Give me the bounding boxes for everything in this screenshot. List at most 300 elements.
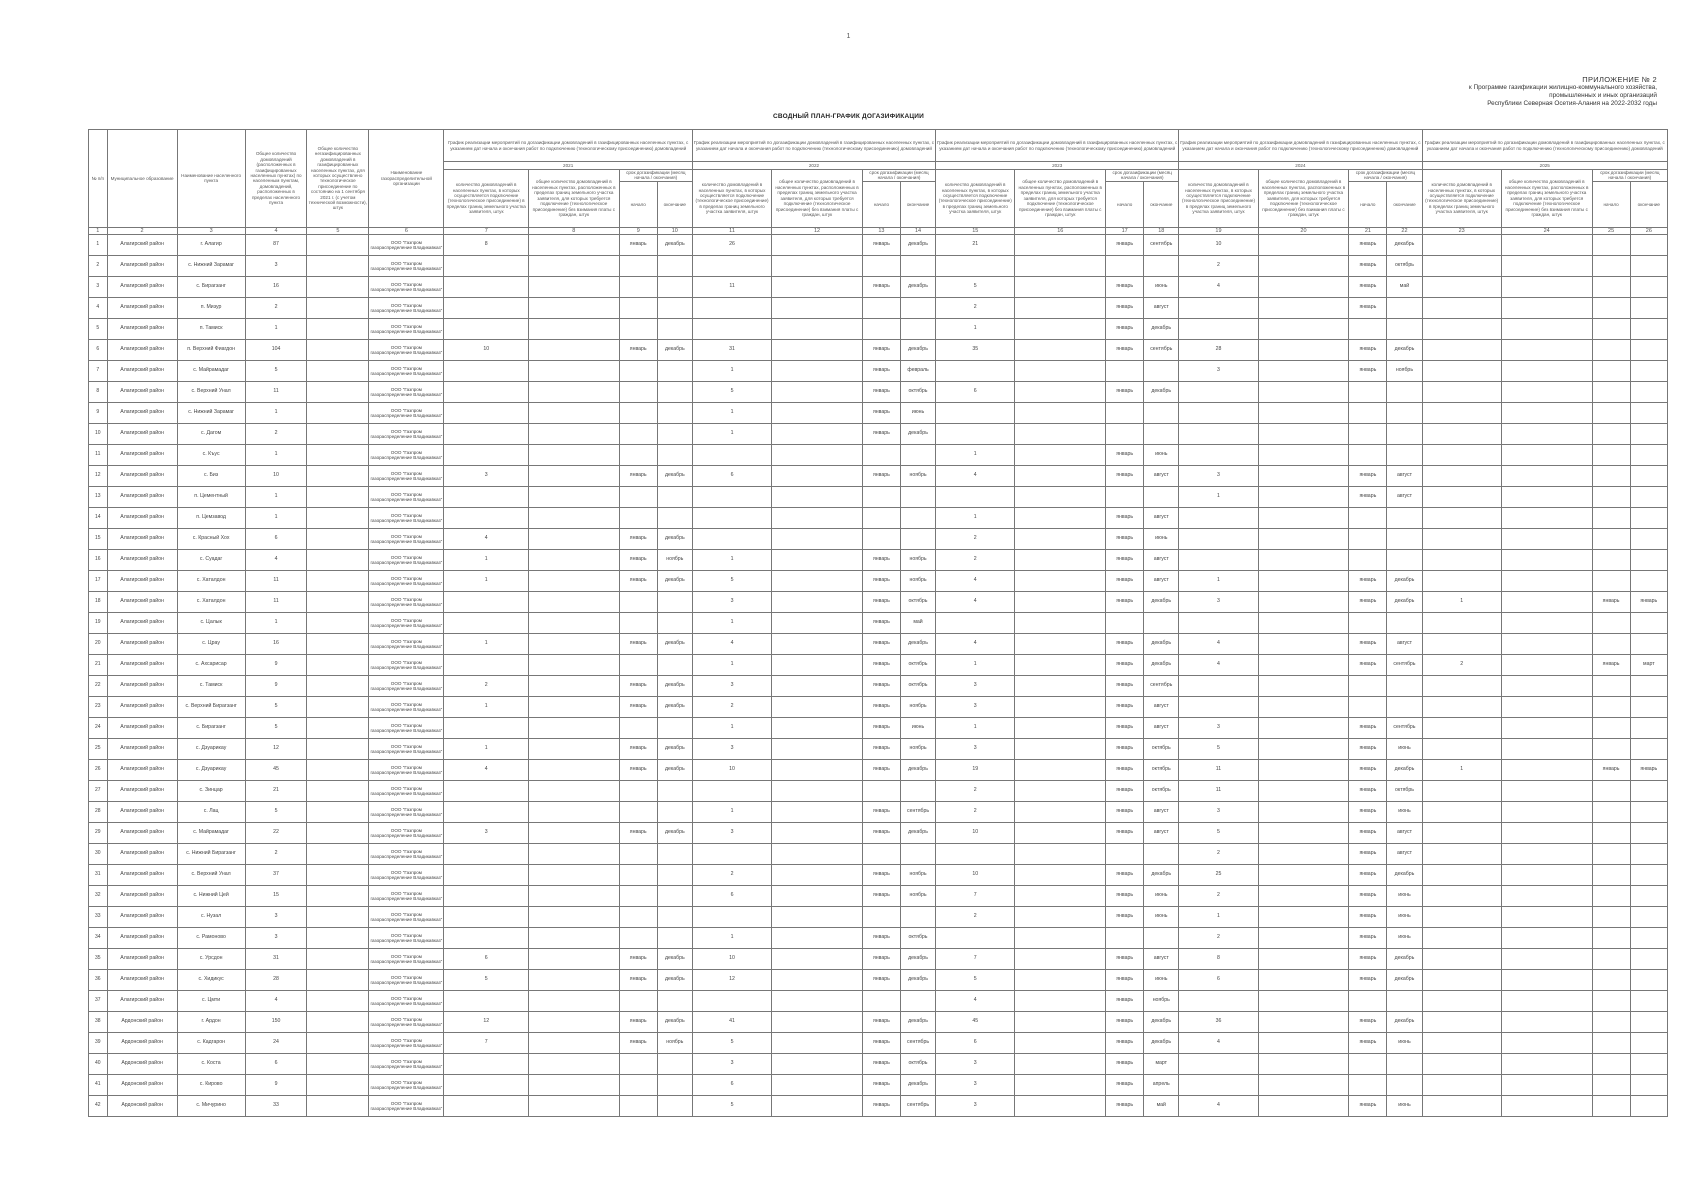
schedule-cell: 2 — [936, 297, 1015, 318]
schedule-cell: август — [1144, 948, 1179, 969]
schedule-cell — [1422, 276, 1501, 297]
schedule-cell: 31 — [692, 339, 771, 360]
municipality-cell: Алагирский район — [107, 948, 177, 969]
schedule-cell: январь — [1592, 759, 1630, 780]
municipality-cell: Алагирский район — [107, 465, 177, 486]
schedule-cell — [1592, 486, 1630, 507]
schedule-cell: 4 — [936, 465, 1015, 486]
schedule-cell: декабрь — [1144, 654, 1179, 675]
schedule-cell: 6 — [936, 381, 1015, 402]
schedule-cell — [1501, 696, 1592, 717]
schedule-cell: 2 — [692, 864, 771, 885]
schedule-cell — [772, 822, 863, 843]
schedule-cell: сентябрь — [1144, 234, 1179, 255]
total-count-cell: 9 — [245, 654, 307, 675]
schedule-cell — [1106, 402, 1144, 423]
municipality-cell: Алагирский район — [107, 906, 177, 927]
schedule-cell: декабрь — [1144, 591, 1179, 612]
schedule-cell — [1015, 591, 1106, 612]
schedule-cell — [772, 990, 863, 1011]
schedule-cell: август — [1144, 507, 1179, 528]
schedule-cell: 1 — [1179, 570, 1258, 591]
org-cell: ООО "Газпром газораспределение Владикавказ" — [369, 339, 444, 360]
notgas-cell — [307, 864, 369, 885]
schedule-cell: январь — [1106, 759, 1144, 780]
org-cell: ООО "Газпром газораспределение Владикавказ" — [369, 906, 444, 927]
org-cell: ООО "Газпром газораспределение Владикавказ" — [369, 1053, 444, 1074]
schedule-cell — [862, 297, 900, 318]
schedule-cell — [1630, 465, 1667, 486]
row-number: 30 — [89, 843, 108, 864]
schedule-cell — [1422, 507, 1501, 528]
schedule-cell: декабрь — [657, 465, 692, 486]
schedule-cell — [1015, 906, 1106, 927]
row-number: 28 — [89, 801, 108, 822]
schedule-cell — [1144, 402, 1179, 423]
schedule-cell: 21 — [936, 234, 1015, 255]
schedule-cell — [1015, 738, 1106, 759]
schedule-cell — [862, 990, 900, 1011]
schedule-cell — [528, 423, 619, 444]
schedule-cell — [1258, 1053, 1349, 1074]
schedule-cell — [444, 276, 529, 297]
settlement-cell: с. Коста — [177, 1053, 245, 1074]
schedule-cell: январь — [619, 234, 657, 255]
schedule-cell: октябрь — [901, 591, 936, 612]
schedule-cell: декабрь — [1144, 864, 1179, 885]
schedule-cell — [1387, 528, 1422, 549]
schedule-cell — [1422, 927, 1501, 948]
schedule-cell: 3 — [692, 591, 771, 612]
schedule-cell — [1015, 549, 1106, 570]
schedule-cell — [444, 297, 529, 318]
schedule-cell — [444, 381, 529, 402]
header-start: начало — [1349, 181, 1387, 227]
schedule-cell: декабрь — [657, 675, 692, 696]
org-cell: ООО "Газпром газораспределение Владикавказ" — [369, 360, 444, 381]
settlement-cell: с. Биз — [177, 465, 245, 486]
header-start: начало — [1592, 181, 1630, 227]
schedule-cell — [1422, 1074, 1501, 1095]
schedule-cell: ноябрь — [901, 738, 936, 759]
schedule-cell — [528, 465, 619, 486]
schedule-cell — [1501, 528, 1592, 549]
column-number: 2 — [107, 227, 177, 234]
total-count-cell: 1 — [245, 612, 307, 633]
schedule-cell — [444, 612, 529, 633]
org-cell: ООО "Газпром газораспределение Владикавказ" — [369, 822, 444, 843]
schedule-cell: август — [1387, 486, 1422, 507]
schedule-cell — [657, 591, 692, 612]
schedule-cell: январь — [1349, 948, 1387, 969]
schedule-cell — [528, 507, 619, 528]
schedule-cell: январь — [1592, 591, 1630, 612]
total-count-cell: 31 — [245, 948, 307, 969]
municipality-cell: Алагирский район — [107, 612, 177, 633]
header-org: Наименование газораспределительной организации — [369, 130, 444, 228]
schedule-cell: декабрь — [657, 528, 692, 549]
schedule-cell — [1106, 612, 1144, 633]
settlement-cell: п. Верхний Фиагдон — [177, 339, 245, 360]
schedule-cell — [1258, 612, 1349, 633]
schedule-cell: 1 — [936, 444, 1015, 465]
schedule-cell: 1 — [936, 717, 1015, 738]
schedule-cell — [1144, 486, 1179, 507]
schedule-cell — [1258, 276, 1349, 297]
row-number: 19 — [89, 612, 108, 633]
org-cell: ООО "Газпром газораспределение Владикавказ" — [369, 885, 444, 906]
schedule-cell — [1592, 549, 1630, 570]
schedule-cell — [772, 360, 863, 381]
total-count-cell: 3 — [245, 906, 307, 927]
schedule-cell — [862, 528, 900, 549]
row-number: 10 — [89, 423, 108, 444]
notgas-cell — [307, 1074, 369, 1095]
schedule-cell — [657, 255, 692, 276]
schedule-cell: январь — [862, 1095, 900, 1116]
schedule-cell: сентябрь — [1387, 717, 1422, 738]
total-count-cell: 3 — [245, 255, 307, 276]
schedule-cell: 1 — [1179, 906, 1258, 927]
schedule-cell — [1387, 990, 1422, 1011]
schedule-cell — [1258, 717, 1349, 738]
municipality-cell: Алагирский район — [107, 570, 177, 591]
schedule-cell — [772, 339, 863, 360]
schedule-cell — [528, 612, 619, 633]
schedule-cell: август — [1144, 549, 1179, 570]
schedule-cell — [1258, 990, 1349, 1011]
schedule-cell — [1015, 528, 1106, 549]
schedule-cell — [1422, 1053, 1501, 1074]
schedule-cell — [772, 255, 863, 276]
municipality-cell: Алагирский район — [107, 780, 177, 801]
table-row — [89, 927, 1668, 948]
schedule-cell — [1592, 423, 1630, 444]
schedule-cell — [1501, 759, 1592, 780]
schedule-cell: август — [1144, 465, 1179, 486]
schedule-cell: январь — [862, 1074, 900, 1095]
total-count-cell: 11 — [245, 591, 307, 612]
table-row — [89, 276, 1668, 297]
annex-line: Республики Северная Осетия-Алания на 2022-2032 годы — [1487, 100, 1657, 107]
schedule-cell — [1015, 717, 1106, 738]
column-number: 9 — [619, 227, 657, 234]
table-row — [89, 402, 1668, 423]
schedule-cell: август — [1144, 717, 1179, 738]
notgas-cell — [307, 318, 369, 339]
schedule-cell: 5 — [1179, 738, 1258, 759]
schedule-cell: май — [1144, 1095, 1179, 1116]
header-end: окончание — [657, 181, 692, 227]
schedule-cell: июнь — [1144, 444, 1179, 465]
schedule-cell — [862, 780, 900, 801]
schedule-cell — [1179, 423, 1258, 444]
schedule-cell — [1630, 1053, 1667, 1074]
settlement-cell: с. Цмти — [177, 990, 245, 1011]
schedule-cell — [692, 507, 771, 528]
schedule-cell: январь — [1349, 843, 1387, 864]
schedule-cell — [1387, 507, 1422, 528]
schedule-cell — [1592, 507, 1630, 528]
schedule-cell: январь — [862, 360, 900, 381]
schedule-cell — [1630, 444, 1667, 465]
schedule-cell: 1 — [692, 549, 771, 570]
schedule-cell — [1258, 318, 1349, 339]
total-count-cell: 5 — [245, 696, 307, 717]
settlement-cell: с. Цалык — [177, 612, 245, 633]
schedule-cell — [1179, 318, 1258, 339]
org-cell: ООО "Газпром газораспределение Владикавказ" — [369, 696, 444, 717]
schedule-cell — [1144, 927, 1179, 948]
schedule-cell — [657, 318, 692, 339]
schedule-cell: ноябрь — [901, 549, 936, 570]
schedule-cell: 6 — [444, 948, 529, 969]
schedule-cell — [1106, 423, 1144, 444]
settlement-cell: с. Бирагзанг — [177, 717, 245, 738]
org-cell: ООО "Газпром газораспределение Владикавказ" — [369, 843, 444, 864]
schedule-cell: 8 — [444, 234, 529, 255]
schedule-cell: октябрь — [901, 381, 936, 402]
schedule-cell: декабрь — [657, 339, 692, 360]
schedule-cell — [657, 276, 692, 297]
schedule-cell — [1592, 822, 1630, 843]
schedule-cell — [1630, 297, 1667, 318]
schedule-cell — [619, 927, 657, 948]
schedule-cell: январь — [1349, 759, 1387, 780]
schedule-cell: 7 — [936, 948, 1015, 969]
schedule-cell — [619, 297, 657, 318]
row-number: 20 — [89, 633, 108, 654]
schedule-cell: январь — [1106, 1053, 1144, 1074]
schedule-cell — [1630, 234, 1667, 255]
notgas-cell — [307, 339, 369, 360]
schedule-cell — [619, 486, 657, 507]
total-count-cell: 87 — [245, 234, 307, 255]
schedule-cell: 4 — [936, 591, 1015, 612]
schedule-cell — [657, 1095, 692, 1116]
schedule-cell: 2 — [1422, 654, 1501, 675]
table-row — [89, 570, 1668, 591]
schedule-cell: 4 — [936, 570, 1015, 591]
schedule-cell — [657, 843, 692, 864]
schedule-cell: январь — [862, 612, 900, 633]
schedule-cell: январь — [1349, 1095, 1387, 1116]
schedule-cell: январь — [862, 591, 900, 612]
schedule-cell — [1179, 444, 1258, 465]
schedule-cell — [444, 591, 529, 612]
total-count-cell: 16 — [245, 633, 307, 654]
column-number: 13 — [862, 227, 900, 234]
header-sub-period: срок догазификации (месяц начала / окончания) — [862, 170, 935, 182]
annex-block — [1397, 76, 1657, 108]
schedule-cell — [1501, 1095, 1592, 1116]
schedule-cell: июнь — [1387, 906, 1422, 927]
settlement-cell: с. Мичурино — [177, 1095, 245, 1116]
schedule-cell — [901, 780, 936, 801]
schedule-cell: январь — [619, 969, 657, 990]
total-count-cell: 1 — [245, 402, 307, 423]
schedule-cell: декабрь — [1387, 591, 1422, 612]
schedule-cell — [1501, 591, 1592, 612]
table-row — [89, 990, 1668, 1011]
schedule-cell: 1 — [444, 570, 529, 591]
schedule-cell — [1592, 444, 1630, 465]
schedule-cell — [619, 360, 657, 381]
schedule-cell — [1501, 864, 1592, 885]
schedule-cell — [1258, 234, 1349, 255]
column-number: 21 — [1349, 227, 1387, 234]
schedule-cell — [862, 843, 900, 864]
schedule-cell — [1015, 402, 1106, 423]
schedule-cell — [1422, 948, 1501, 969]
schedule-cell — [1592, 1074, 1630, 1095]
municipality-cell: Алагирский район — [107, 801, 177, 822]
schedule-cell — [1422, 1095, 1501, 1116]
column-number: 15 — [936, 227, 1015, 234]
page-number: 1 — [846, 33, 851, 40]
schedule-cell — [1630, 843, 1667, 864]
schedule-cell: август — [1144, 570, 1179, 591]
schedule-cell — [772, 969, 863, 990]
schedule-cell — [1501, 297, 1592, 318]
schedule-cell — [1630, 633, 1667, 654]
total-count-cell: 5 — [245, 360, 307, 381]
schedule-cell — [901, 507, 936, 528]
schedule-cell: январь — [1106, 549, 1144, 570]
schedule-cell — [1501, 318, 1592, 339]
org-cell: ООО "Газпром газораспределение Владикавказ" — [369, 276, 444, 297]
schedule-cell — [657, 423, 692, 444]
schedule-cell — [1349, 402, 1387, 423]
settlement-cell: с. Нижний Зарамаг — [177, 402, 245, 423]
schedule-cell: 5 — [692, 1032, 771, 1053]
column-number: 12 — [772, 227, 863, 234]
header-period-2023: График реализации мероприятий по догазификации домовладений в газифицированных населенных пунктах, с указанием дат начала и окончания работ по подключению (технологическому присоединению) домовладений — [936, 130, 1179, 162]
row-number: 12 — [89, 465, 108, 486]
total-count-cell: 16 — [245, 276, 307, 297]
org-cell: ООО "Газпром газораспределение Владикавказ" — [369, 1095, 444, 1116]
schedule-cell — [528, 297, 619, 318]
schedule-cell: 1 — [692, 801, 771, 822]
schedule-cell — [619, 276, 657, 297]
schedule-cell: 3 — [936, 1095, 1015, 1116]
schedule-cell: январь — [619, 339, 657, 360]
schedule-cell: октябрь — [1387, 255, 1422, 276]
schedule-cell — [1106, 255, 1144, 276]
org-cell: ООО "Газпром газораспределение Владикавказ" — [369, 1032, 444, 1053]
schedule-cell — [1501, 465, 1592, 486]
schedule-cell — [1422, 465, 1501, 486]
row-number: 7 — [89, 360, 108, 381]
schedule-cell: ноябрь — [901, 465, 936, 486]
schedule-cell — [772, 612, 863, 633]
org-cell: ООО "Газпром газораспределение Владикавказ" — [369, 864, 444, 885]
column-number: 26 — [1630, 227, 1667, 234]
schedule-cell: 10 — [936, 864, 1015, 885]
schedule-cell — [1349, 423, 1387, 444]
schedule-cell — [1592, 570, 1630, 591]
table-row — [89, 1011, 1668, 1032]
municipality-cell: Алагирский район — [107, 402, 177, 423]
schedule-cell — [1630, 801, 1667, 822]
schedule-cell: декабрь — [1387, 339, 1422, 360]
schedule-cell — [772, 906, 863, 927]
schedule-cell: октябрь — [1144, 780, 1179, 801]
schedule-cell — [772, 780, 863, 801]
org-cell: ООО "Газпром газораспределение Владикавказ" — [369, 255, 444, 276]
schedule-cell — [1258, 927, 1349, 948]
schedule-cell — [1387, 612, 1422, 633]
notgas-cell — [307, 444, 369, 465]
schedule-cell — [528, 759, 619, 780]
municipality-cell: Алагирский район — [107, 675, 177, 696]
row-number: 4 — [89, 297, 108, 318]
schedule-cell — [1592, 927, 1630, 948]
schedule-cell: январь — [1106, 381, 1144, 402]
schedule-cell — [1501, 1074, 1592, 1095]
settlement-cell: с. Суадаг — [177, 549, 245, 570]
header-sub-period: срок догазификации (месяц начала / окончания) — [1592, 170, 1667, 182]
schedule-cell — [528, 360, 619, 381]
schedule-cell: январь — [1349, 717, 1387, 738]
schedule-cell — [1592, 1095, 1630, 1116]
header-sub-count: количество домовладений в населенных пунктах, в которых осуществляется подключение (технологическое присоединение) в пределах границ земельного участка заявителя, штук — [1179, 170, 1258, 228]
row-number: 31 — [89, 864, 108, 885]
schedule-cell — [1501, 486, 1592, 507]
schedule-cell: 1 — [692, 423, 771, 444]
schedule-cell — [1015, 780, 1106, 801]
schedule-cell — [528, 486, 619, 507]
schedule-cell: 5 — [936, 276, 1015, 297]
row-number: 27 — [89, 780, 108, 801]
schedule-cell — [1501, 717, 1592, 738]
schedule-cell — [619, 990, 657, 1011]
schedule-cell — [1387, 1053, 1422, 1074]
schedule-cell — [901, 255, 936, 276]
schedule-cell — [528, 1011, 619, 1032]
schedule-cell — [1422, 969, 1501, 990]
schedule-cell — [1179, 402, 1258, 423]
schedule-cell — [1015, 759, 1106, 780]
schedule-cell — [1387, 1074, 1422, 1095]
schedule-cell — [1015, 1095, 1106, 1116]
header-period-2025: График реализации мероприятий по догазификации домовладений в газифицированных населенных пунктах, с указанием дат начала и окончания работ по подключению (технологическому присоединению) домовладений — [1422, 130, 1667, 162]
table-row — [89, 780, 1668, 801]
schedule-cell — [1501, 402, 1592, 423]
header-sub-total: общее количество домовладений в населенных пунктах, расположенных в пределах границ земельного участка заявителя, для которых требуется подключение (технологическое присоединение) без взимания платы с граждан, штук — [528, 170, 619, 228]
schedule-cell — [1630, 990, 1667, 1011]
schedule-cell — [1592, 1053, 1630, 1074]
column-number: 25 — [1592, 227, 1630, 234]
schedule-cell — [1422, 444, 1501, 465]
table-row — [89, 297, 1668, 318]
schedule-cell: январь — [1349, 969, 1387, 990]
schedule-cell — [1422, 381, 1501, 402]
schedule-cell: август — [1144, 696, 1179, 717]
schedule-cell — [772, 381, 863, 402]
schedule-cell: 35 — [936, 339, 1015, 360]
schedule-cell: январь — [1349, 906, 1387, 927]
schedule-cell — [1258, 255, 1349, 276]
schedule-cell — [619, 1095, 657, 1116]
schedule-cell: январь — [619, 570, 657, 591]
org-cell: ООО "Газпром газораспределение Владикавказ" — [369, 507, 444, 528]
schedule-cell: ноябрь — [1387, 360, 1422, 381]
schedule-cell: январь — [1106, 528, 1144, 549]
schedule-cell: январь — [1106, 633, 1144, 654]
schedule-cell: 26 — [692, 234, 771, 255]
schedule-cell: 3 — [692, 822, 771, 843]
